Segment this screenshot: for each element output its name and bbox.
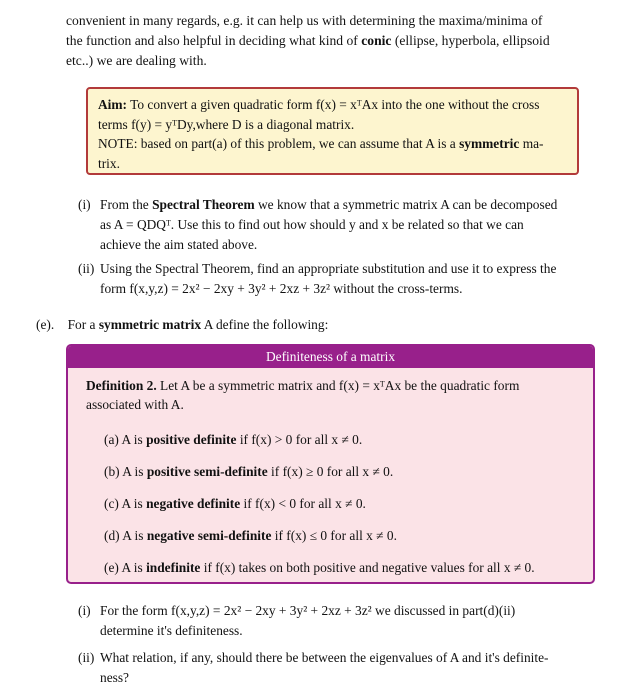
aim-text-1: To convert a given quadratic form f(x) = xᵀAx into the one without the cross <box>130 97 540 112</box>
intro-line-1: convenient in many regards, e.g. it can help us with determining the maxima/minima of <box>66 13 543 28</box>
item-b-marker: (b) <box>104 464 120 479</box>
aim-line-2: terms f(y) = yᵀDy,where D is a diagonal matrix. <box>98 116 355 132</box>
item-a-marker: (a) <box>104 432 119 447</box>
item-e-pre: A is <box>121 560 143 575</box>
d-item-i-line-1-post: we know that a symmetric matrix A can be decomposed <box>257 197 558 212</box>
definition-item-e <box>104 558 535 577</box>
positive-definite-term: positive definite <box>146 432 237 447</box>
definition-label: Definition 2. <box>86 378 157 393</box>
aim-label: Aim: <box>98 97 128 112</box>
intro-line-2 <box>66 31 600 51</box>
indefinite-term: indefinite <box>146 560 201 575</box>
item-c-pre: A is <box>121 496 143 511</box>
definition-line-1 <box>86 376 576 395</box>
e-item-ii <box>78 648 598 690</box>
e-item-i-line-2: determine it's definiteness. <box>100 623 243 638</box>
positive-semi-definite-term: positive semi-definite <box>146 464 268 479</box>
negative-semi-definite-term: negative semi-definite <box>146 528 272 543</box>
item-e-post: if f(x) takes on both positive and negative values for all x ≠ 0. <box>203 560 535 575</box>
definition-item-c <box>104 494 366 513</box>
item-d-pre: A is <box>122 528 144 543</box>
definiteness-box-header: Definiteness of a matrix <box>68 346 593 368</box>
aim-line-3 <box>98 134 567 154</box>
part-e-heading <box>36 315 596 335</box>
d-item-i <box>78 195 598 257</box>
part-e-post: A define the following: <box>203 317 329 332</box>
e-item-i-marker: (i) <box>78 603 91 618</box>
d-item-ii-line-2: form f(x,y,z) = 2x² − 2xy + 3y² + 2xz + 3z² without the cross-terms. <box>100 281 463 296</box>
e-item-ii-line-1: What relation, if any, should there be between the eigenvalues of A and it's definite- <box>100 650 549 665</box>
aim-box <box>86 87 579 175</box>
e-item-ii-marker: (ii) <box>78 650 95 665</box>
d-item-ii-line-1: Using the Spectral Theorem, find an appropriate substitution and use it to express the <box>100 261 557 276</box>
definition-item-b <box>104 462 393 481</box>
aim-line-1 <box>98 95 567 115</box>
item-d-marker: (d) <box>104 528 120 543</box>
spectral-theorem-term: Spectral Theorem <box>152 197 255 212</box>
part-e-pre: For a <box>67 317 96 332</box>
item-b-pre: A is <box>122 464 144 479</box>
item-b-post: if f(x) ≥ 0 for all x ≠ 0. <box>271 464 394 479</box>
definiteness-box <box>66 344 595 584</box>
definition-line-2: associated with A. <box>86 397 184 412</box>
item-e-marker: (e) <box>104 560 119 575</box>
item-c-post: if f(x) < 0 for all x ≠ 0. <box>243 496 366 511</box>
e-item-i-line-1: For the form f(x,y,z) = 2x² − 2xy + 3y² + 2xz + 3z² we discussed in part(d)(ii) <box>100 603 516 618</box>
e-item-ii-line-2: ness? <box>100 670 130 685</box>
d-item-i-text <box>100 195 596 255</box>
definition-item-d <box>104 526 397 545</box>
negative-definite-term: negative definite <box>146 496 241 511</box>
conic-term: conic <box>361 33 392 48</box>
d-item-i-line-2: as A = QDQᵀ. Use this to find out how should y and x be related so that we can <box>100 217 524 232</box>
aim-line-4: trix. <box>98 155 120 171</box>
d-item-ii <box>78 259 598 301</box>
definition-item-a <box>104 430 362 449</box>
symmetric-matrix-term: symmetric matrix <box>98 317 202 332</box>
e-item-i <box>78 601 598 643</box>
symmetric-term: symmetric <box>459 136 520 151</box>
d-item-i-marker: (i) <box>78 197 91 212</box>
intro-paragraph <box>66 11 600 71</box>
item-a-pre: A is <box>121 432 143 447</box>
d-item-i-line-3: achieve the aim stated above. <box>100 237 258 252</box>
item-d-post: if f(x) ≤ 0 for all x ≠ 0. <box>274 528 397 543</box>
intro-line-2-text: the function and also helpful in deciding what kind of <box>66 33 358 48</box>
item-a-post: if f(x) > 0 for all x ≠ 0. <box>239 432 363 447</box>
item-c-marker: (c) <box>104 496 119 511</box>
aim-text-3: NOTE: based on part(a) of this problem, we can assume that A is a <box>98 136 456 151</box>
e-item-i-text <box>100 601 596 641</box>
aim-text-3-end: ma- <box>522 136 544 151</box>
d-item-i-line-1-pre: From the <box>100 197 149 212</box>
d-item-ii-marker: (ii) <box>78 261 95 276</box>
e-item-ii-text <box>100 648 596 688</box>
d-item-i-line-1 <box>100 195 596 215</box>
part-e-marker: (e). <box>36 317 55 332</box>
intro-line-3: etc..) we are dealing with. <box>66 53 207 68</box>
definition-text-1: Let A be a symmetric matrix and f(x) = xᵀAx be the quadratic form <box>160 378 520 393</box>
d-item-ii-text <box>100 259 596 299</box>
intro-line-2-end: (ellipse, hyperbola, ellipsoid <box>394 33 550 48</box>
